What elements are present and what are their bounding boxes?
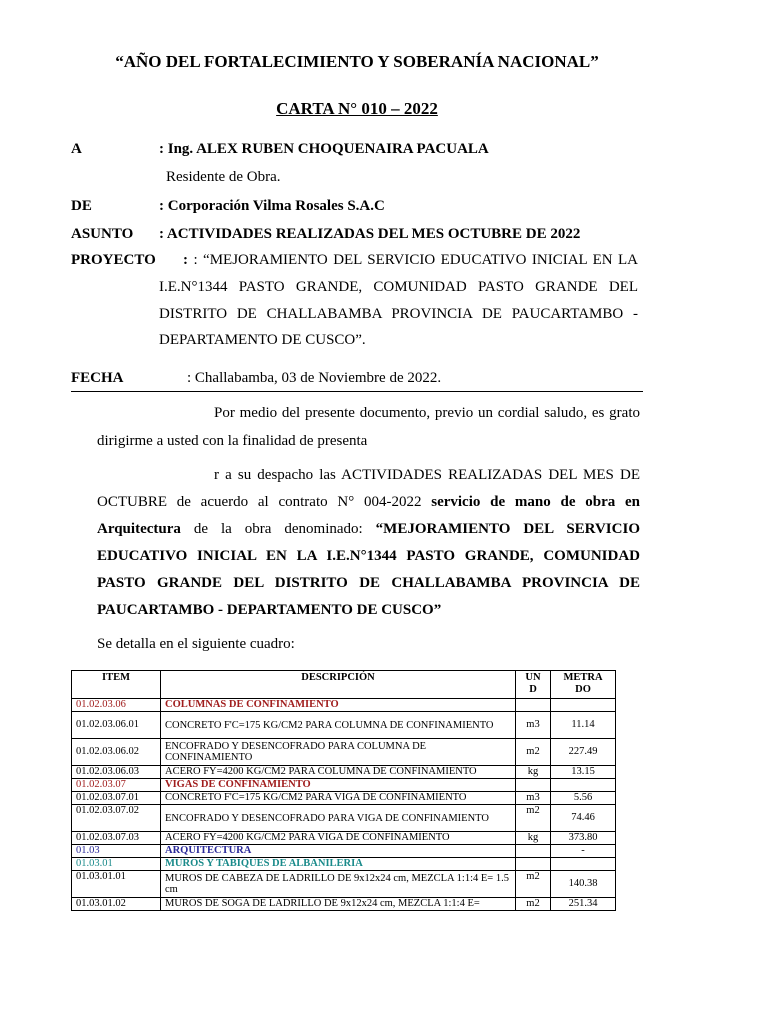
row-metrado: 5.56 (551, 792, 616, 805)
row-item: 01.02.03.07.03 (72, 832, 161, 845)
row-unit: m2 (516, 898, 551, 911)
project-line-2: I.E.N°1344 PASTO GRANDE, COMUNIDAD PASTO GRANDE DEL (159, 279, 638, 295)
row-description: CONCRETO F'C=175 KG/CM2 PARA COLUMNA DE CONFINAMIENTO (161, 712, 516, 739)
row-unit (516, 845, 551, 858)
row-unit: m3 (516, 792, 551, 805)
project-line-3: DISTRITO DE CHALLABAMBA PROVINCIA DE PAUCARTAMBO - (159, 306, 638, 322)
row-metrado (551, 779, 616, 792)
row-description: ENCOFRADO Y DESENCOFRADO PARA COLUMNA DE CONFINAMIENTO (161, 739, 516, 766)
year-slogan: “AÑO DEL FORTALECIMIENTO Y SOBERANÍA NACIONAL” (115, 52, 599, 71)
table-row (72, 779, 616, 792)
row-description: ACERO FY=4200 KG/CM2 PARA COLUMNA DE CONFINAMIENTO (161, 766, 516, 779)
row-unit (516, 699, 551, 712)
row-item: 01.02.03.06.02 (72, 739, 161, 766)
to-label: A (71, 141, 82, 157)
subject-label: ASUNTO (71, 226, 134, 242)
from-value: : Corporación Vilma Rosales S.A.C (159, 198, 385, 214)
table-row (72, 712, 616, 739)
row-unit: m2 (516, 739, 551, 766)
row-item: 01.03 (72, 845, 161, 858)
row-metrado (551, 699, 616, 712)
paragraph-2-line-3: Arquitectura de la obra denominado: “MEJORAMIENTO DEL SERVICIO (97, 521, 640, 537)
to-role: Residente de Obra. (166, 169, 281, 185)
row-metrado: 227.49 (551, 739, 616, 766)
date-label: FECHA (71, 370, 124, 386)
row-description: MUROS DE CABEZA DE LADRILLO DE 9x12x24 cm, MEZCLA 1:1:4 E= 1.5 cm (161, 871, 516, 898)
from-label: DE (71, 198, 92, 214)
row-metrado: 74.46 (551, 805, 616, 832)
table-row (72, 871, 616, 898)
row-metrado: 140.38 (551, 871, 616, 898)
paragraph-2-line-4: EDUCATIVO INICIAL EN LA I.E.N°1344 PASTO GRANDE, COMUNIDAD (97, 548, 640, 564)
row-unit: kg (516, 766, 551, 779)
table-intro: Se detalla en el siguiente cuadro: (97, 636, 295, 652)
row-item: 01.03.01.01 (72, 871, 161, 898)
table-row (72, 832, 616, 845)
row-item: 01.03.01.02 (72, 898, 161, 911)
table-row (72, 739, 616, 766)
table-row (72, 805, 616, 832)
row-metrado: 373.80 (551, 832, 616, 845)
table-row (72, 792, 616, 805)
paragraph-1-line-2: dirigirme a usted con la finalidad de presenta (97, 433, 368, 449)
table-row (72, 699, 616, 712)
row-item: 01.03.01 (72, 858, 161, 871)
row-description: MUROS DE SOGA DE LADRILLO DE 9x12x24 cm, MEZCLA 1:1:4 E= (161, 898, 516, 911)
row-description: MUROS Y TABIQUES DE ALBANILERIA (161, 858, 516, 871)
row-metrado: 13.15 (551, 766, 616, 779)
row-metrado: 251.34 (551, 898, 616, 911)
row-description: ARQUITECTURA (161, 845, 516, 858)
header-description: DESCRIPCIÓN (161, 671, 516, 699)
header-divider (71, 391, 643, 392)
row-item: 01.02.03.06.01 (72, 712, 161, 739)
row-unit (516, 858, 551, 871)
table-header-row (72, 671, 616, 699)
row-description: COLUMNAS DE CONFINAMIENTO (161, 699, 516, 712)
header-metrado: METRA DO (551, 671, 616, 699)
activities-table (71, 670, 616, 911)
row-metrado: - (551, 845, 616, 858)
paragraph-2-line-6: PAUCARTAMBO - DEPARTAMENTO DE CUSCO” (97, 602, 442, 618)
paragraph-2-line-1: r a su despacho las ACTIVIDADES REALIZADAS DEL MES DE (214, 467, 640, 483)
date-value: : Challabamba, 03 de Noviembre de 2022. (187, 370, 442, 386)
row-description: ENCOFRADO Y DESENCOFRADO PARA VIGA DE CONFINAMIENTO (161, 805, 516, 832)
row-unit: m3 (516, 712, 551, 739)
table-row (72, 845, 616, 858)
row-unit (516, 779, 551, 792)
row-metrado (551, 858, 616, 871)
row-item: 01.02.03.07 (72, 779, 161, 792)
row-item: 01.02.03.06 (72, 699, 161, 712)
paragraph-2-line-2: OCTUBRE de acuerdo al contrato N° 004-2022 servicio de mano de obra en (97, 494, 640, 510)
row-item: 01.02.03.06.03 (72, 766, 161, 779)
row-unit: m2 (516, 805, 551, 832)
to-name: : Ing. ALEX RUBEN CHOQUENAIRA PACUALA (159, 141, 489, 157)
project-line-1: : : “MEJORAMIENTO DEL SERVICIO EDUCATIVO INICIAL EN LA (183, 252, 639, 268)
paragraph-1-line-1: Por medio del presente documento, previo un cordial saludo, es grato (214, 405, 640, 421)
row-description: ACERO FY=4200 KG/CM2 PARA VIGA DE CONFINAMIENTO (161, 832, 516, 845)
table-row (72, 858, 616, 871)
paragraph-2-line-5: PASTO GRANDE DEL DISTRITO DE CHALLABAMBA PROVINCIA DE (97, 575, 640, 591)
header-item: ITEM (72, 671, 161, 699)
subject-value: : ACTIVIDADES REALIZADAS DEL MES OCTUBRE DE 2022 (159, 226, 581, 242)
row-unit: kg (516, 832, 551, 845)
row-item: 01.02.03.07.01 (72, 792, 161, 805)
row-unit: m2 (516, 871, 551, 898)
project-line-4: DEPARTAMENTO DE CUSCO”. (159, 332, 366, 348)
row-item: 01.02.03.07.02 (72, 805, 161, 832)
row-description: CONCRETO F'C=175 KG/CM2 PARA VIGA DE CONFINAMIENTO (161, 792, 516, 805)
table-row (72, 898, 616, 911)
table-row (72, 766, 616, 779)
project-label: PROYECTO (71, 252, 156, 268)
row-metrado: 11.14 (551, 712, 616, 739)
header-unit: UN D (516, 671, 551, 699)
letter-number-title: CARTA N° 010 – 2022 (276, 99, 438, 118)
row-description: VIGAS DE CONFINAMIENTO (161, 779, 516, 792)
